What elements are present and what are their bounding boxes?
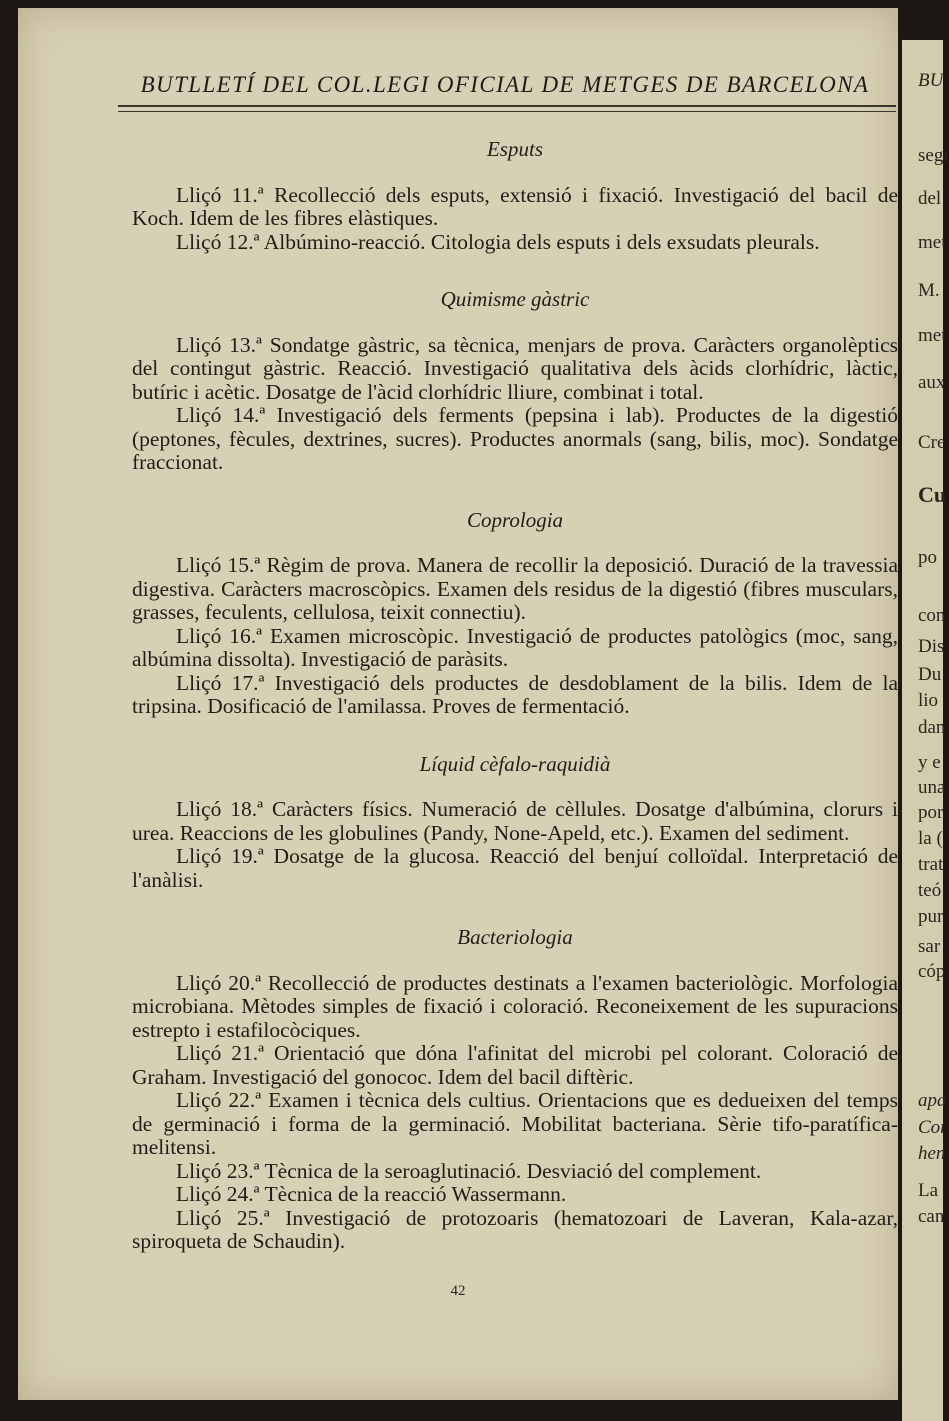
lesson-paragraph: Lliçó 15.ª Règim de prova. Manera de recollir la deposició. Duració de la travessia digestiva. Caràcters macroscòpics. Examen dels residus de la digestió (fibres musculars, grasses, feculents, cellulosa, teixit connectiu). [132, 553, 898, 624]
adjacent-page-fragment: sar [918, 936, 941, 957]
adjacent-page-edge [902, 40, 949, 1421]
lesson-paragraph: Lliçó 14.ª Investigació dels ferments (pepsina i lab). Productes de la digestió (peptones, fècules, dextrines, sucres). Productes anormals (sang, bilis, moc). Sondatge fraccionat. [132, 403, 898, 474]
lesson-paragraph: Lliçó 20.ª Recollecció de productes destinats a l'examen bacteriològic. Morfologia microbiana. Mètodes simples de fixació i coloració. Reconeixement de les supuracions estrepto i estafilocòciques. [132, 970, 898, 1042]
adjacent-page-fragment: apa [918, 1090, 947, 1111]
section-title: Líquid cèfalo-raquidià [419, 751, 611, 776]
header-rule-thin [118, 111, 896, 112]
adjacent-page-fragment: hen [918, 1143, 946, 1164]
adjacent-page-fragment: teó [918, 880, 942, 901]
document-page [18, 8, 898, 1400]
article-body [132, 138, 898, 1254]
adjacent-page-fragment: del [918, 188, 942, 209]
lesson-paragraph: Lliçó 19.ª Dosatge de la glucosa. Reacció del benjuí colloïdal. Interpretació de l'anàlisi. [132, 844, 898, 892]
adjacent-page-fragment: lio [918, 690, 939, 711]
lesson-paragraph: Lliçó 12.ª Albúmino-reacció. Citologia dels esputs i dels exsudats pleurals. [176, 229, 820, 254]
adjacent-page-fragment: con [918, 605, 946, 626]
adjacent-page-fragment: Cu [918, 482, 947, 507]
section-title: Coprologia [466, 507, 564, 532]
adjacent-page-fragment: aux [918, 372, 946, 393]
page-number: 42 [450, 1283, 466, 1299]
journal-header: BUTLLETÍ DEL COL.LEGI OFICIAL DE METGES DE BARCELONA [140, 72, 870, 97]
adjacent-page-fragment: can [918, 1206, 945, 1227]
lesson-paragraph: Lliçó 22.ª Examen i tècnica dels cultius. Orientacions que es dedueixen del temps de germinació i forma de la germinació. Mobilitat bacteriana. Sèrie tifo-paratífica-melitensi. [132, 1088, 898, 1159]
lesson-paragraph: Lliçó 13.ª Sondatge gàstric, sa tècnica, menjars de prova. Caràcters organolèptics del contingut gàstric. Reacció. Investigació qualitativa dels àcids clorhídric, làctic, butíric i acètic. Dosatge de l'àcid clorhídric lliure, combinat i total. [132, 332, 898, 404]
adjacent-page-fragment: Cre [918, 432, 946, 453]
adjacent-page-fragment: La [918, 1180, 939, 1201]
adjacent-page-fragment: met [918, 325, 947, 346]
adjacent-page-fragment: dan [918, 717, 946, 738]
lesson-paragraph: Lliçó 25.ª Investigació de protozoaris (hematozoari de Laveran, Kala-azar, spiroqueta de Schaudin). [132, 1205, 898, 1253]
adjacent-page-fragment: una [918, 777, 946, 798]
adjacent-page-fragment: Du [918, 664, 942, 685]
adjacent-page-fragment: y e [918, 752, 941, 773]
section-title: Bacteriologia [457, 925, 573, 949]
section-title: Quimisme gàstric [440, 287, 590, 311]
adjacent-page-fragment: trat [918, 854, 944, 875]
adjacent-page-fragment: pur [918, 906, 944, 927]
lesson-paragraph: Lliçó 16.ª Examen microscòpic. Investigació de productes patològics (moc, sang, albúmina dissolta). Investigació de paràsits. [132, 623, 898, 671]
adjacent-page-fragment: M. [918, 280, 940, 301]
lesson-paragraph: Lliçó 11.ª Recollecció dels esputs, extensió i fixació. Investigació del bacil de Koch. Idem de les fibres elàstiques. [132, 182, 898, 230]
adjacent-page-fragment: met [918, 232, 947, 253]
adjacent-page-fragment: por [918, 802, 944, 823]
adjacent-page-fragment: Dis [918, 636, 945, 657]
adjacent-page-fragment: BU [918, 70, 944, 91]
lesson-paragraph: Lliçó 18.ª Caràcters físics. Numeració de cèllules. Dosatge d'albúmina, clorurs i urea. Reaccions de les globulines (Pandy, None-Apeld, etc.). Examen del sediment. [132, 797, 898, 845]
lesson-paragraph: Lliçó 24.ª Tècnica de la reacció Wassermann. [176, 1182, 567, 1206]
adjacent-page-fragment: la ( [918, 828, 943, 849]
lesson-paragraph: Lliçó 23.ª Tècnica de la seroaglutinació. Desviació del complement. [176, 1158, 762, 1183]
section-title: Esputs [486, 137, 543, 161]
header-rule [118, 105, 896, 107]
adjacent-page-fragment: segi [918, 145, 949, 166]
adjacent-page-fragment: Cor [918, 1117, 948, 1138]
lesson-paragraph: Lliçó 21.ª Orientació que dóna l'afinitat del microbi pel colorant. Coloració de Graham. Investigació del gonococ. Idem del bacil diftèric. [132, 1041, 898, 1089]
adjacent-page-fragment: po [918, 547, 937, 568]
lesson-paragraph: Lliçó 17.ª Investigació dels productes de desdoblament de la bilis. Idem de la tripsina. Dosificació de l'amilassa. Proves de fermentació. [132, 670, 898, 718]
adjacent-page-fragment: cóp [918, 961, 946, 982]
